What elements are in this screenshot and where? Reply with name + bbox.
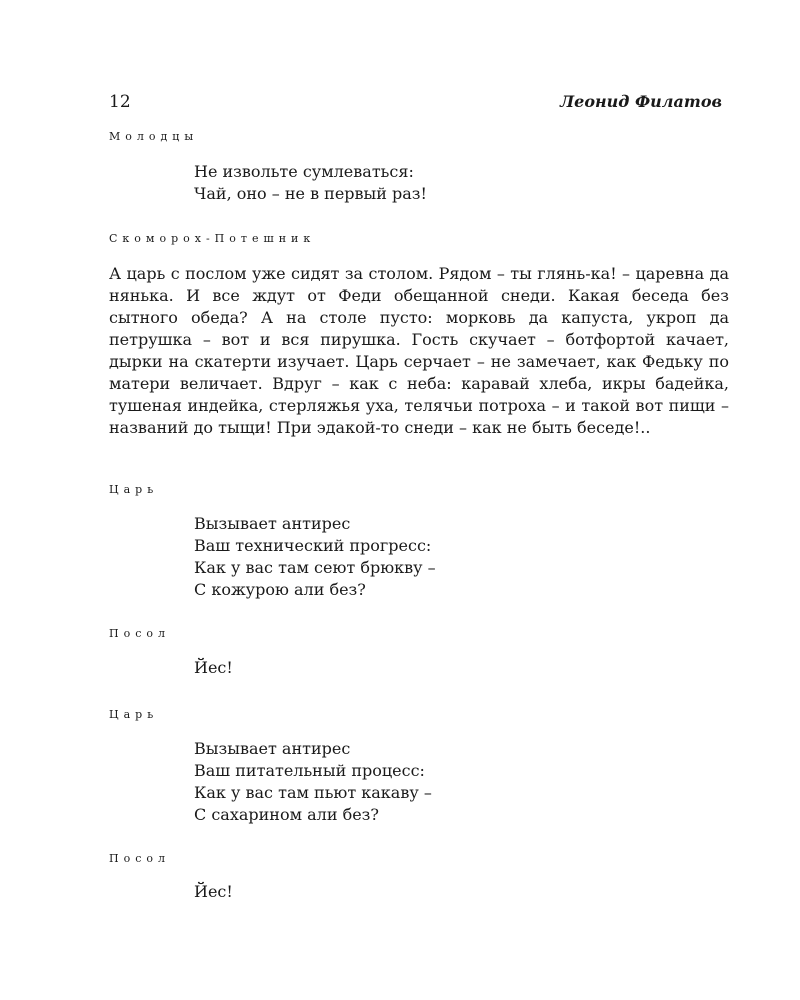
verse-line: Как у вас там сеют брюкву – [194, 558, 436, 577]
verse-line: Вызывает антирес [194, 739, 351, 758]
verse-line: Как у вас там пьют какаву – [194, 783, 432, 802]
verse-line: Ваш питательный процесс: [194, 761, 425, 780]
verse-line: Ваш технический прогресс: [194, 536, 432, 555]
speaker-name: Молодцы [109, 130, 199, 143]
speaker-name: Царь [109, 708, 159, 721]
verse-line: Чай, оно – не в первый раз! [194, 184, 427, 203]
verse [194, 161, 427, 205]
verse [194, 513, 436, 601]
verse [194, 738, 432, 826]
page-number: 12 [109, 92, 131, 112]
speaker-name: Посол [109, 852, 170, 865]
speaker-name: Посол [109, 627, 170, 640]
verse-line: Вызывает антирес [194, 514, 351, 533]
verse-line: Йес! [194, 658, 233, 677]
speaker-name: Царь [109, 483, 159, 496]
verse [194, 881, 233, 903]
verse-line: Йес! [194, 882, 233, 901]
verse-line: Не извольте сумлеваться: [194, 162, 414, 181]
verse-line: С кожурою али без? [194, 580, 366, 599]
verse-line: С сахарином али без? [194, 805, 379, 824]
speaker-name: Скоморох-Потешник [109, 232, 316, 245]
running-head-author: Леонид Филатов [560, 92, 722, 111]
prose-paragraph: А царь с послом уже сидят за столом. Рядом – ты глянь-ка! – царевна да нянька. И все ждут от Феди обещанной снеди. Какая беседа без сытного обеда? А на столе пусто: морковь да капуста, укроп да петрушка – вот и вся пирушка. Гость скучает – ботфортой качает, дырки на скатерти изучает. Царь серчает – не замечает, как Федьку по матери величает. Вдруг – как с неба: каравай хлеба, икры бадейка, тушеная индейка, стерляжья уха, телячьи потроха – и такой вот пищи – названий до тыщи! При эдакой-то снеди – как не быть беседе!.. [109, 264, 729, 437]
verse [194, 657, 233, 679]
